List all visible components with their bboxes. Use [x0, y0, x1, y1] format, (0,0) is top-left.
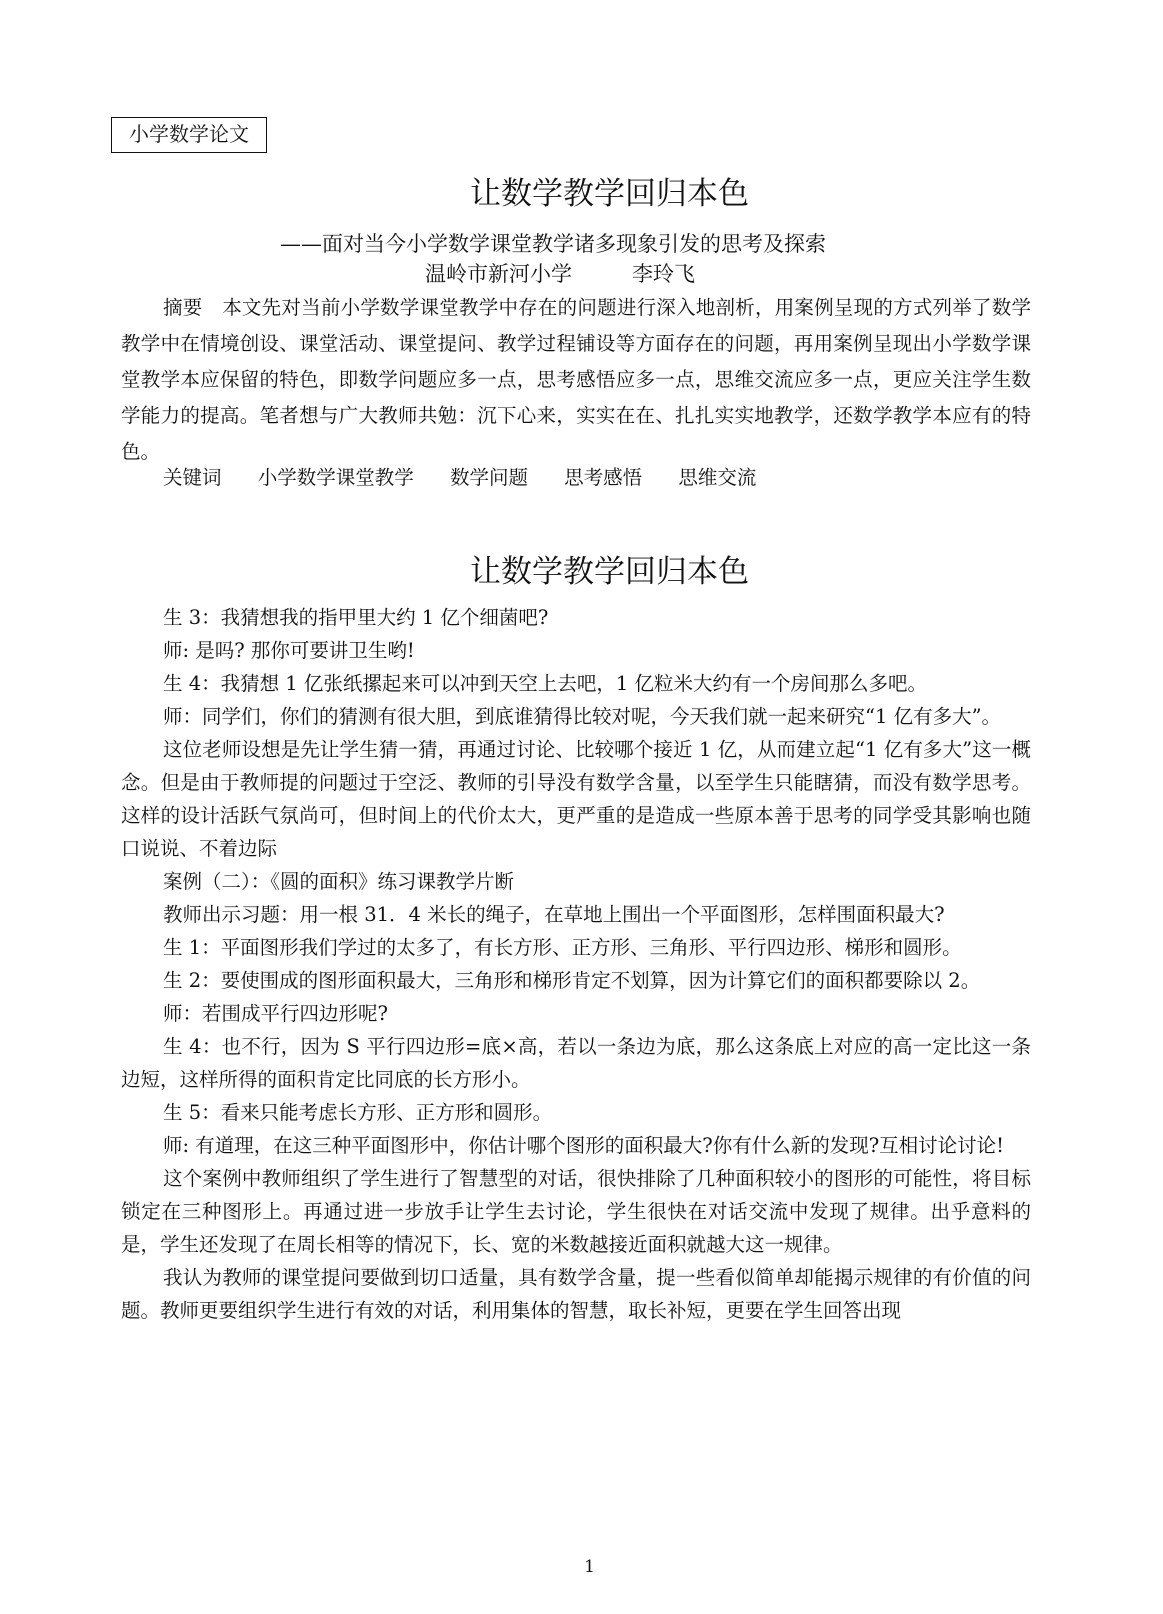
keyword: 数学问题 [449, 466, 528, 489]
paragraph: 师: 是吗? 那你可要讲卫生哟! [163, 639, 415, 662]
abstract-text: 摘要 本文先对当前小学数学课堂教学中存在的问题进行深入地剖析，用案例呈现的方式列举了数学教学中在情境创设、课堂活动、课堂提问、教学过程铺设等方面存在的问题，再用案例呈现出小学数学课堂教学本应保留的特色，即数学问题应多一点，思考感悟应多一点，思维交流应多一点，更应关注学生数学能力的提高。笔者想与广大教师共勉：沉下心来，实实在在、扎扎实实地教学，还数学教学本应有的特色。 [121, 296, 1031, 463]
author-name: 李玲飞 [632, 262, 695, 286]
school-name: 温岭市新河小学 [425, 262, 572, 286]
paragraph: 生 1：平面图形我们学过的太多了，有长方形、正方形、三角形、平行四边形、梯形和圆形。 [163, 936, 962, 959]
paragraph: 生 5：看来只能考虑长方形、正方形和圆形。 [163, 1101, 553, 1124]
paragraph: 师：同学们，你们的猜测有很大胆，到底谁猜得比较对呢，今天我们就一起来研究“1 亿有多大”。 [163, 705, 1002, 728]
paragraph: 生 2：要使围成的图形面积最大，三角形和梯形肯定不划算，因为计算它们的面积都要除以 2。 [163, 969, 981, 992]
category-tag: 小学数学论文 [111, 117, 267, 153]
keyword: 思考感悟 [564, 466, 643, 489]
author-line [425, 258, 695, 288]
keyword: 小学数学课堂教学 [257, 466, 414, 489]
paragraph: 这个案例中教师组织了学生进行了智慧型的对话，很快排除了几种面积较小的图形的可能性，将目标锁定在三种图形上。再通过进一步放手让学生去讨论，学生很快在对话交流中发现了规律。出乎意料的是，学生还发现了在周长相等的情况下，长、宽的米数越接近面积就越大这一规律。 [121, 1167, 1031, 1256]
paragraph: 生 3：我猜想我的指甲里大约 1 亿个细菌吧? [163, 606, 549, 629]
paragraph: 师：若围成平行四边形呢? [163, 1002, 388, 1025]
abstract [121, 290, 1031, 470]
paragraph: 案例（二）：《圆的面积》练习课教学片断 [163, 870, 515, 893]
body-text [121, 601, 1031, 1327]
paragraph: 我认为教师的课堂提问要做到切口适量，具有数学含量，提一些看似简单却能揭示规律的有价值的问题。教师更要组织学生进行有效的对话，利用集体的智慧，取长补短，更要在学生回答出现 [121, 1266, 1031, 1322]
keyword: 思维交流 [678, 466, 757, 489]
paragraph: 生 4：我猜想 1 亿张纸摞起来可以冲到天空上去吧，1 亿粒米大约有一个房间那么多吧。 [163, 672, 928, 695]
paper-subtitle: ——面对当今小学数学课堂教学诸多现象引发的思考及探索 [280, 232, 826, 256]
paper-title: 让数学教学回归本色 [470, 176, 749, 212]
paragraph: 这位老师设想是先让学生猜一猜，再通过讨论、比较哪个接近 1 亿，从而建立起“1 亿有多大”这一概念。但是由于教师提的问题过于空泛、教师的引导没有数学含量，以至学生只能瞎猜，而没有数学思考。这样的设计活跃气氛尚可，但时间上的代价太大，更严重的是造成一些原本善于思考的同学受其影响也随口说说、不着边际 [121, 738, 1031, 860]
keywords-label: 关键词 [163, 466, 222, 489]
paragraph: 生 4：也不行，因为 S 平行四边形=底×高，若以一条边为底，那么这条底上对应的高一定比这一条边短，这样所得的面积肯定比同底的长方形小。 [121, 1035, 1031, 1091]
paragraph: 师: 有道理，在这三种平面图形中，你估计哪个图形的面积最大?你有什么新的发现?互相讨论讨论! [163, 1134, 1005, 1157]
keywords-line [163, 462, 786, 490]
paragraph: 教师出示习题：用一根 31．4 米长的绳子，在草地上围出一个平面图形，怎样围面积最大? [163, 903, 945, 926]
page-number: 1 [584, 1557, 595, 1577]
section-title: 让数学教学回归本色 [470, 554, 749, 590]
